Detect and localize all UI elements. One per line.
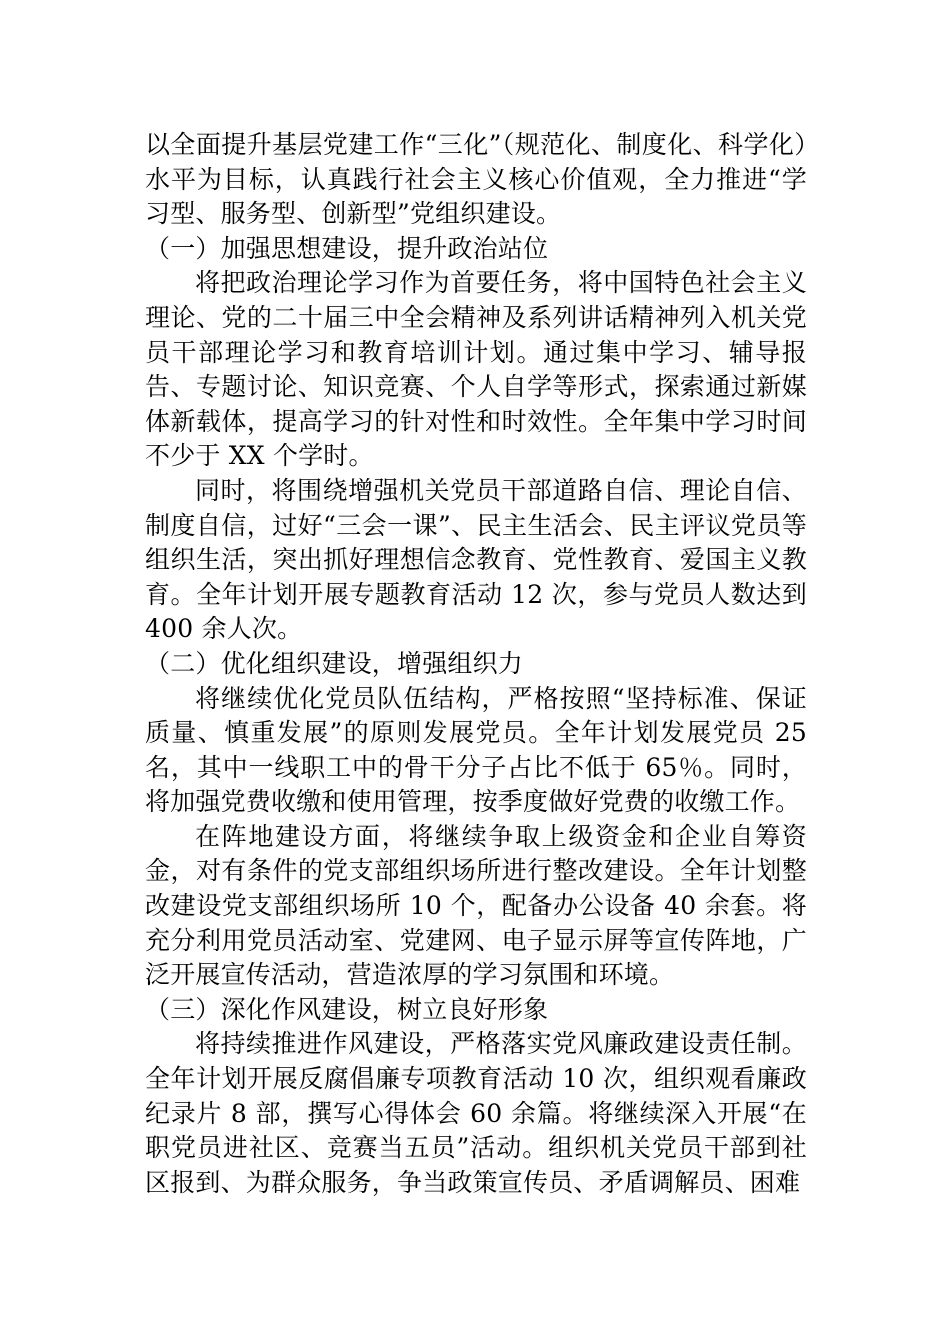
section-heading-3: （三）深化作风建设，树立良好形象: [145, 994, 549, 1024]
paragraph-ideology-study: 将把政治理论学习作为首要任务，将中国特色社会主义理论、党的二十届三中全会精神及系列讲话精神列入机关党员干部理论学习和教育培训计划。通过集中学习、辅导报告、专题讨论、知识竞赛、个人自学等形式，探索通过新媒体新载体，提高学习的针对性和时效性。全年集中学习时间不少于 XX 个学时。: [145, 268, 807, 471]
section-heading-1: （一）加强思想建设，提升政治站位: [145, 233, 549, 263]
paragraph-intro: 以全面提升基层党建工作“三化”（规范化、制度化、科学化）水平为目标，认真践行社会主义核心价值观，全力推进“学习型、服务型、创新型”党组织建设。: [145, 130, 807, 229]
paragraph-organization-members: 将继续优化党员队伍结构，严格按照“坚持标准、保证质量、慎重发展”的原则发展党员。全年计划发展党员 25 名，其中一线职工中的骨干分子占比不低于 65％。同时，将加强党费收缴和使用管理，按季度做好党费的收缴工作。: [145, 683, 807, 817]
paragraph-ideology-education: 同时，将围绕增强机关党员干部道路自信、理论自信、制度自信，过好“三会一课”、民主生活会、民主评议党员等组织生活，突出抓好理想信念教育、党性教育、爱国主义教育。全年计划开展专题教育活动 12 次，参与党员人数达到 400 余人次。: [145, 475, 807, 644]
document-body: [145, 128, 807, 1200]
paragraph-organization-facilities: 在阵地建设方面，将继续争取上级资金和企业自筹资金，对有条件的党支部组织场所进行整改建设。全年计划整改建设党支部组织场所 10 个，配备办公设备 40 余套。将充分利用党员活动室、党建网、电子显示屏等宣传阵地，广泛开展宣传活动，营造浓厚的学习氛围和环境。: [145, 821, 807, 990]
paragraph-work-style: 将持续推进作风建设，严格落实党风廉政建设责任制。全年计划开展反腐倡廉专项教育活动 10 次，组织观看廉政纪录片 8 部，撰写心得体会 60 余篇。将继续深入开展“在职党员进社区、竞赛当五员”活动。组织机关党员干部到社区报到、为群众服务，争当政策宣传员、矛盾调解员、困难: [145, 1029, 807, 1197]
section-heading-2: （二）优化组织建设，增强组织力: [145, 648, 524, 678]
